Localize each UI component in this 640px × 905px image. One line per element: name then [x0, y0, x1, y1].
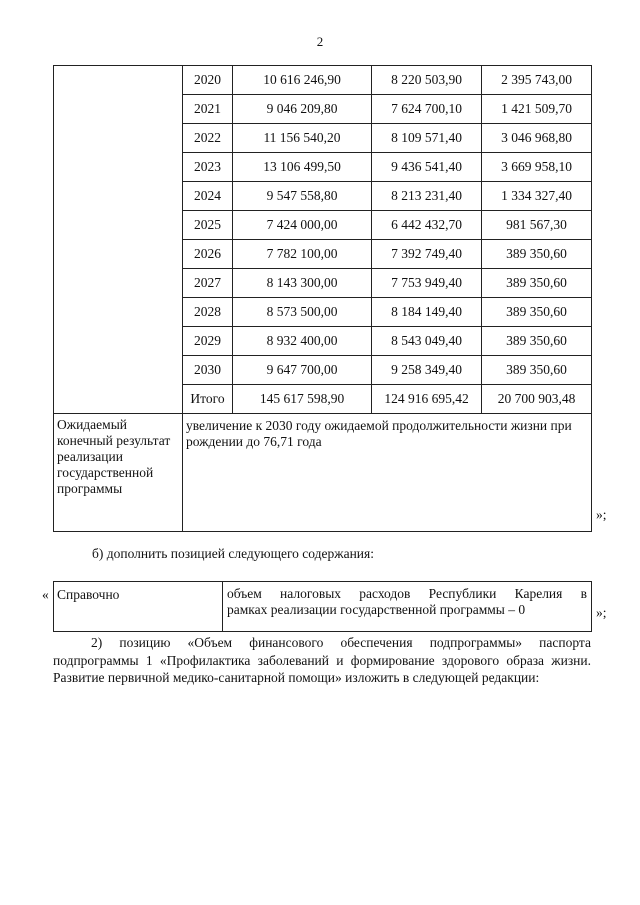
reference-value-line2: рамках реализации государственной программы – 0 — [227, 602, 526, 617]
total-cell: 13 106 499,50 — [233, 153, 372, 182]
reference-value-line1: объем налоговых расходов Республики Карелия в — [227, 586, 587, 601]
paragraph-2: 2) позицию «Объем финансового обеспечения подпрограммы» паспорта подпрограммы 1 «Профилактика заболеваний и формирование здорового образа жизни. Развитие первичной медико-санитарной помощи» изложить в следующей редакции: — [53, 635, 591, 685]
paragraph-b: б) дополнить позицией следующего содержания: — [92, 546, 374, 561]
value-cell: 9 258 349,40 — [372, 356, 482, 385]
reference-label: Справочно — [54, 582, 223, 632]
empty-label-cell — [54, 66, 183, 414]
year-cell: 2024 — [183, 182, 233, 211]
table-row — [54, 66, 592, 95]
value-cell: 7 624 700,10 — [372, 95, 482, 124]
value-cell: 389 350,60 — [482, 269, 592, 298]
total-cell: 9 547 558,80 — [233, 182, 372, 211]
year-cell: 2026 — [183, 240, 233, 269]
value-cell: 7 392 749,40 — [372, 240, 482, 269]
total-cell: 8 143 300,00 — [233, 269, 372, 298]
year-cell: 2022 — [183, 124, 233, 153]
value-cell: 8 109 571,40 — [372, 124, 482, 153]
value-cell: 8 220 503,90 — [372, 66, 482, 95]
year-cell: 2028 — [183, 298, 233, 327]
value-cell: 6 442 432,70 — [372, 211, 482, 240]
year-cell: 2025 — [183, 211, 233, 240]
finance-table — [53, 65, 592, 532]
year-cell: 2030 — [183, 356, 233, 385]
total-cell: 7 424 000,00 — [233, 211, 372, 240]
value-cell: 7 753 949,40 — [372, 269, 482, 298]
reference-table — [53, 581, 592, 632]
value-cell: 3 046 968,80 — [482, 124, 592, 153]
value-cell: 8 184 149,40 — [372, 298, 482, 327]
opening-quote-mark: « — [42, 587, 49, 602]
value-cell: 389 350,60 — [482, 298, 592, 327]
total-cell: 8 932 400,00 — [233, 327, 372, 356]
total-cell: 145 617 598,90 — [233, 385, 372, 414]
year-cell: 2020 — [183, 66, 233, 95]
value-cell: 124 916 695,42 — [372, 385, 482, 414]
value-cell: 8 213 231,40 — [372, 182, 482, 211]
year-cell: 2029 — [183, 327, 233, 356]
closing-quote-mark-2: »; — [596, 605, 607, 620]
total-cell: 9 046 209,80 — [233, 95, 372, 124]
year-cell: Итого — [183, 385, 233, 414]
total-cell: 11 156 540,20 — [233, 124, 372, 153]
result-text: увеличение к 2030 году ожидаемой продолжительности жизни при рождении до 76,71 года — [183, 414, 592, 532]
value-cell: 389 350,60 — [482, 356, 592, 385]
value-cell: 3 669 958,10 — [482, 153, 592, 182]
value-cell: 20 700 903,48 — [482, 385, 592, 414]
year-cell: 2021 — [183, 95, 233, 124]
value-cell: 389 350,60 — [482, 240, 592, 269]
total-cell: 10 616 246,90 — [233, 66, 372, 95]
value-cell: 1 334 327,40 — [482, 182, 592, 211]
value-cell: 389 350,60 — [482, 327, 592, 356]
year-cell: 2023 — [183, 153, 233, 182]
total-cell: 9 647 700,00 — [233, 356, 372, 385]
total-cell: 7 782 100,00 — [233, 240, 372, 269]
value-cell: 981 567,30 — [482, 211, 592, 240]
result-label: Ожидаемый конечный результат реализации государственной программы — [54, 414, 183, 532]
value-cell: 2 395 743,00 — [482, 66, 592, 95]
page-number: 2 — [316, 34, 324, 49]
value-cell: 1 421 509,70 — [482, 95, 592, 124]
reference-row — [54, 582, 592, 632]
value-cell: 8 543 049,40 — [372, 327, 482, 356]
reference-value — [223, 582, 592, 632]
result-row — [54, 414, 592, 532]
closing-quote-mark: »; — [596, 507, 607, 522]
value-cell: 9 436 541,40 — [372, 153, 482, 182]
total-cell: 8 573 500,00 — [233, 298, 372, 327]
year-cell: 2027 — [183, 269, 233, 298]
